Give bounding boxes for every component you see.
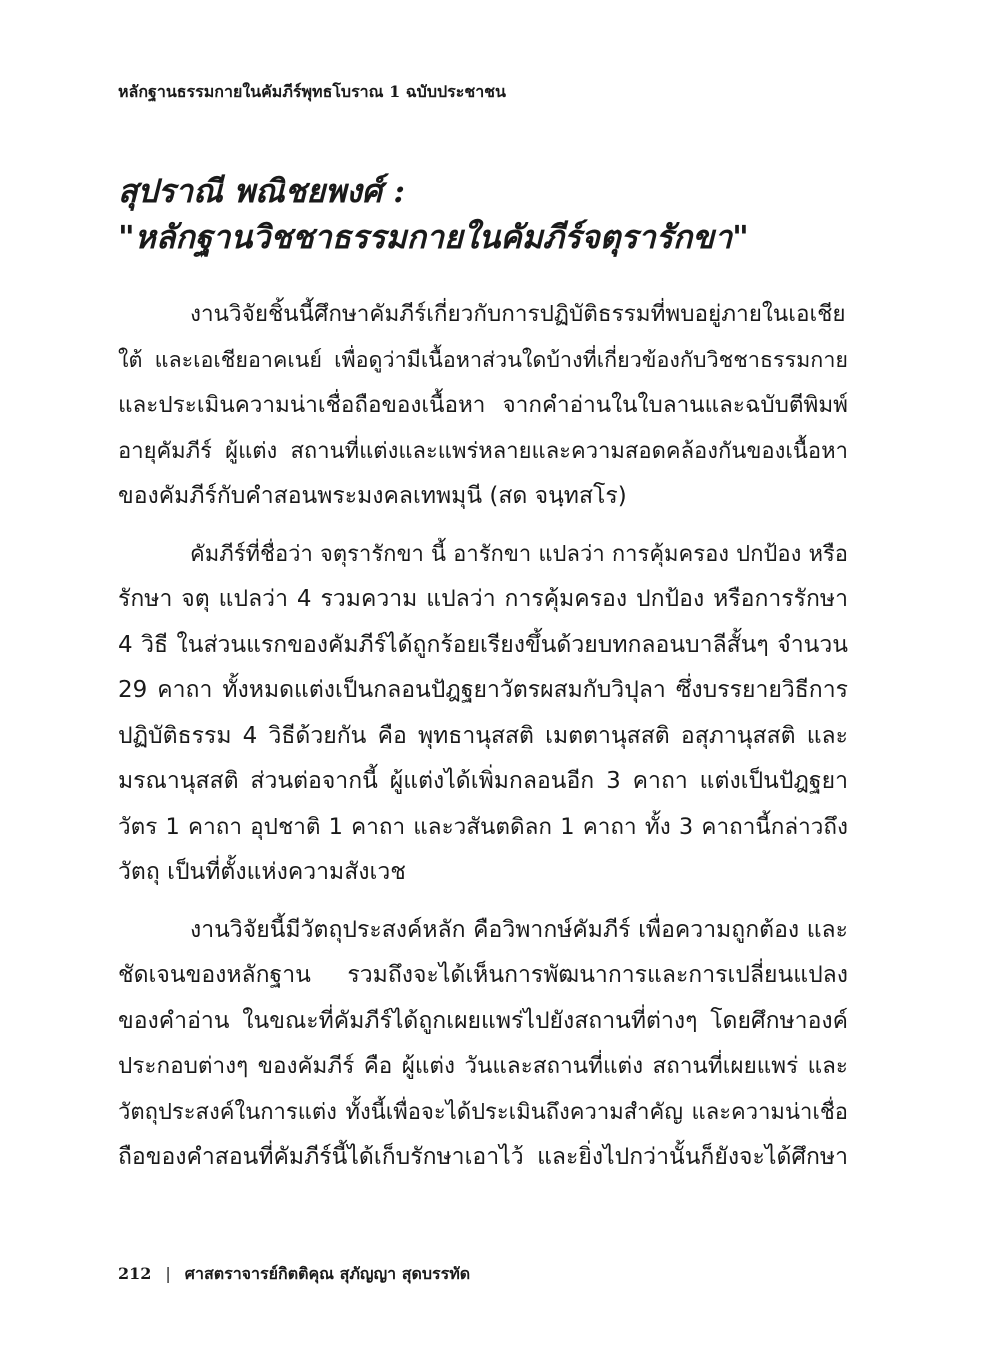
footer-separator: | (165, 1264, 171, 1283)
paragraph-line: อายุคัมภีร์ ผู้แต่ง สถานที่แต่งและแพร่หลายและความสอดคล้องกันของเนื้อหา (118, 438, 848, 464)
paragraph-line: วัตร 1 คาถา อุปชาติ 1 คาถา และวสันตดิลก 1 คาถา ทั้ง 3 คาถานี้กล่าวถึง (118, 813, 848, 840)
paragraph-line: ชัดเจนของหลักฐาน รวมถึงจะได้เห็นการพัฒนาการและการเปลี่ยนแปลง (118, 962, 848, 988)
paragraph-line: วัตถุประสงค์ในการแต่ง ทั้งนี้เพื่อจะได้ประเมินถึงความสำคัญ และความน่าเชื่อ (118, 1099, 848, 1125)
paragraph-line: ใต้ และเอเชียอาคเนย์ เพื่อดูว่ามีเนื้อหาส่วนใดบ้างที่เกี่ยวข้องกับวิชชาธรรมกาย (118, 347, 848, 373)
title-author-line: สุปราณี พณิชยพงศ์ : (118, 172, 406, 210)
footer-author: ศาสตราจารย์กิตติคุณ สุภัญญา สุดบรรทัด (184, 1264, 471, 1283)
paragraph-line: ของคำอ่าน ในขณะที่คัมภีร์ได้ถูกเผยแพร่ไปยังสถานที่ต่างๆ โดยศึกษาองค์ (118, 1007, 848, 1034)
paragraph-line: ปฏิบัติธรรม 4 วิธีด้วยกัน คือ พุทธานุสสติ เมตตานุสสติ อสุภานุสสติ และ (118, 722, 848, 749)
paragraph-line: งานวิจัยชิ้นนี้ศึกษาคัมภีร์เกี่ยวกับการปฏิบัติธรรมที่พบอยู่ภายในเอเชีย (190, 301, 846, 327)
paragraph-line: งานวิจัยนี้มีวัตถุประสงค์หลัก คือวิพากษ์คัมภีร์ เพื่อความถูกต้อง และ (190, 916, 848, 943)
paragraph-2 (118, 532, 848, 896)
article-title (118, 168, 878, 260)
paragraph-1 (118, 292, 848, 520)
paragraph-line: 4 วิธี ในส่วนแรกของคัมภีร์ได้ถูกร้อยเรียงขึ้นด้วยบทกลอนบาลีสั้นๆ จำนวน (118, 631, 848, 658)
paragraph-line: ประกอบต่างๆ ของคัมภีร์ คือ ผู้แต่ง วันและสถานที่แต่ง สถานที่เผยแพร่ และ (118, 1053, 848, 1079)
title-work-line: "หลักฐานวิชชาธรรมกายในคัมภีร์จตุรารักขา" (118, 218, 749, 256)
paragraph-line: 29 คาถา ทั้งหมดแต่งเป็นกลอนปัฎฐยาวัตรผสมกับวิปุลา ซึ่งบรรยายวิธีการ (118, 677, 848, 703)
paragraph-line: วัตถุ เป็นที่ตั้งแห่งความสังเวช (118, 859, 406, 885)
paragraph-line: และประเมินความน่าเชื่อถือของเนื้อหา จากคำอ่านในใบลานและฉบับตีพิมพ์ (118, 392, 848, 418)
running-header: หลักฐานธรรมกายในคัมภีร์พุทธโบราณ 1 ฉบับประชาชน (118, 82, 506, 101)
paragraph-line: ของคัมภีร์กับคำสอนพระมงคลเทพมุนี (สด จนฺทสโร) (118, 483, 627, 509)
paragraph-3 (118, 908, 848, 1181)
page-footer (118, 1262, 878, 1286)
paragraph-line: รักษา จตุ แปลว่า 4 รวมความ แปลว่า การคุ้มครอง ปกป้อง หรือการรักษา (118, 586, 848, 612)
paragraph-line: มรณานุสสติ ส่วนต่อจากนี้ ผู้แต่งได้เพิ่มกลอนอีก 3 คาถา แต่งเป็นปัฎฐยา (118, 768, 848, 794)
paragraph-line: คัมภีร์ที่ชื่อว่า จตุรารักขา นี้ อารักขา แปลว่า การคุ้มครอง ปกป้อง หรือ (190, 541, 848, 567)
body-text (118, 292, 848, 1193)
page-number: 212 (118, 1264, 152, 1283)
paragraph-line: ถือของคำสอนที่คัมภีร์นี้ได้เก็บรักษาเอาไว้ และยิ่งไปกว่านั้นก็ยังจะได้ศึกษา (118, 1144, 848, 1170)
